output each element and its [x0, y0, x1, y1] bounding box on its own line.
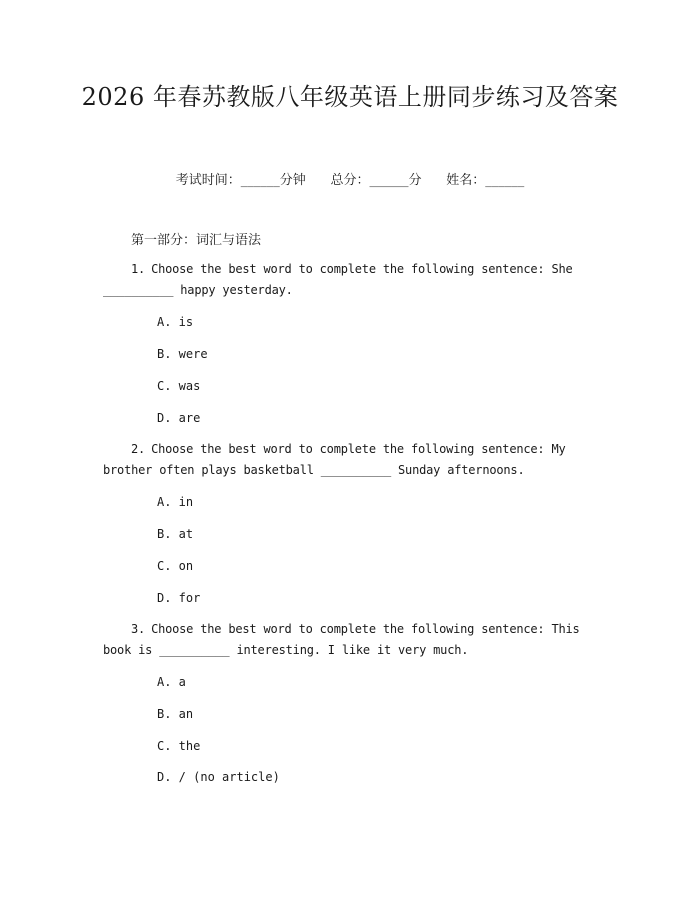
question-3 [103, 619, 593, 661]
section-heading: 第一部分：词汇与语法 [131, 233, 262, 248]
question-number: 3. [131, 622, 146, 636]
question-1-option-d: D. are [157, 411, 201, 425]
question-number: 2. [131, 442, 146, 456]
question-3-option-c: C. the [157, 739, 201, 753]
question-3-option-a: A. a [157, 675, 186, 689]
question-2-option-d: D. for [157, 591, 201, 605]
document-title: 2026 年春苏教版八年级英语上册同步练习及答案 [81, 83, 619, 111]
question-2-option-b: B. at [157, 527, 194, 541]
question-text: Choose the best word to complete the following sentence: My brother often plays basketball __________ Sunday afternoons. [103, 442, 566, 477]
question-1-option-c: C. was [157, 379, 201, 393]
exam-info-line: 考试时间：______分钟 总分：______分 姓名：______ [175, 173, 525, 188]
question-2-option-a: A. in [157, 495, 194, 509]
question-1-option-a: A. is [157, 315, 194, 329]
question-text: Choose the best word to complete the following sentence: This book is __________ interesting. I like it very much. [103, 622, 580, 657]
question-2-option-c: C. on [157, 559, 194, 573]
question-1-option-b: B. were [157, 347, 208, 361]
question-text: Choose the best word to complete the following sentence: She __________ happy yesterday. [103, 262, 573, 297]
question-number: 1. [131, 262, 146, 276]
question-3-option-d: D. / (no article) [157, 770, 280, 784]
question-3-option-b: B. an [157, 707, 194, 721]
question-2 [103, 439, 593, 481]
question-1 [103, 259, 593, 301]
